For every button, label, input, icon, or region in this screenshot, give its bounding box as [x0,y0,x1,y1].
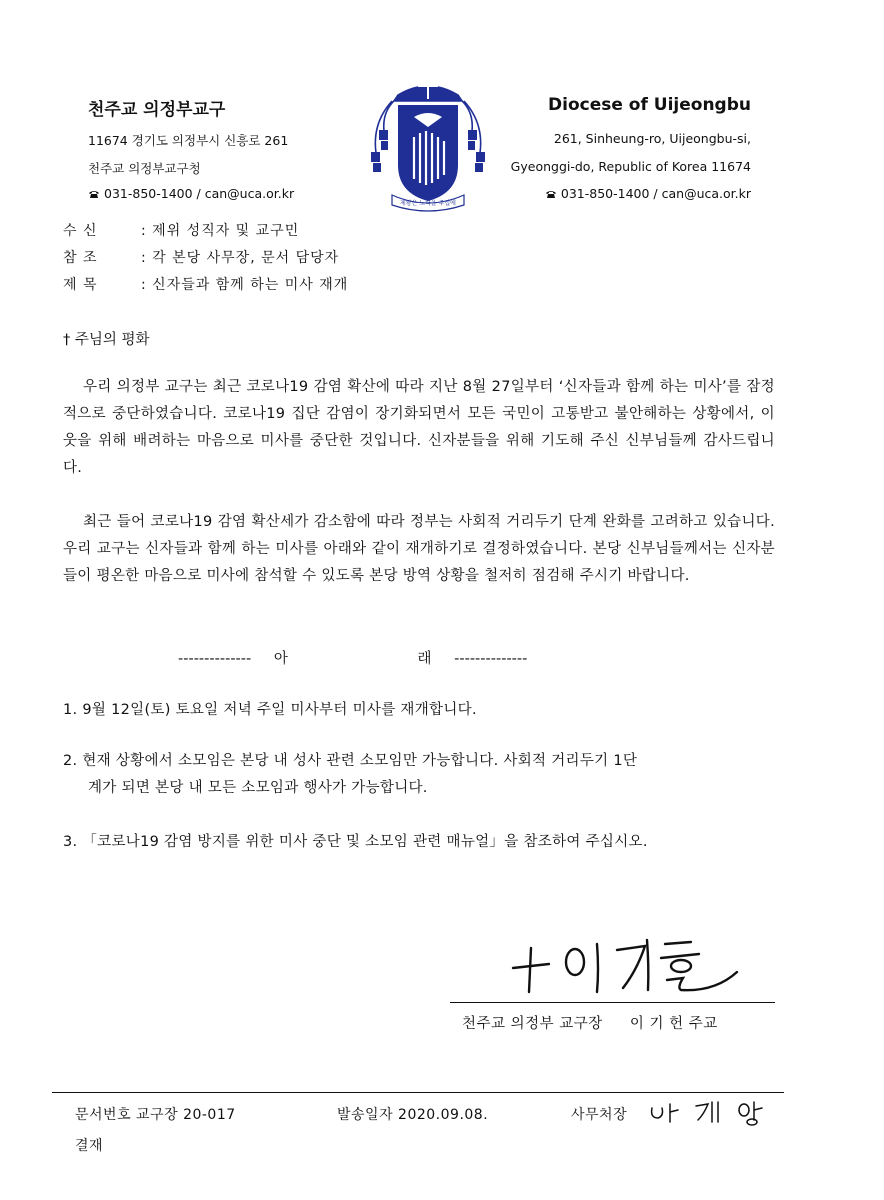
header-ko-contact: 031-850-1400 / can@uca.or.kr [104,186,295,201]
divider-dashes-right: -------------- [454,651,528,667]
list-item-line: 1. 9월 12일(토) 토요일 저녁 주일 미사부터 미사를 재개합니다. [63,702,477,718]
footer-doc-no: 문서번호 교구장 20-017 [75,1107,236,1123]
meta-ref-label: 참 조 [63,250,98,266]
footer-approval: 결재 [75,1138,104,1154]
meta-subject-label: 제 목 [63,277,98,293]
list-item-line: 3. 「코로나19 감염 방지를 위한 미사 중단 및 소모임 관련 매뉴얼」을 참조하여 주십시오. [63,834,648,850]
list-item [63,697,775,724]
footer-rule [52,1092,784,1093]
phone-icon [545,190,557,199]
list-item [63,748,775,802]
header-ko-contact-row [88,186,294,201]
list-item [63,829,775,856]
bishop-signature [505,930,745,998]
meta-subject-value: : 신자들과 함께 하는 미사 재개 [141,277,349,293]
footer-sent-date: 발송일자 2020.09.08. [337,1107,489,1123]
header-en-contact-row [545,186,751,201]
header-ko-office: 천주교 의정부교구청 [88,161,201,176]
divider-dashes-left: -------------- [178,651,252,667]
meta-ref [63,247,339,267]
header-ko-name: 천주교 의정부교구 [88,100,226,120]
phone-icon [88,190,100,199]
secretary-signature [648,1098,780,1126]
header-ko-address: 11674 경기도 의정부시 신흥로 261 [88,133,289,148]
header-en-name: Diocese of Uijeongbu [548,95,751,115]
paragraph-1: 우리 의정부 교구는 최근 코로나19 감염 확산에 따라 지난 8월 27일부터 ‘신자들과 함께 하는 미사’를 잠정적으로 중단하였습니다. 코로나19 집단 감염이 장기화되면서 모든 국민이 고통받고 불안해하는 상황에서, 이웃을 위해 배려하는 마음으로 미사를 중단한 것입니다. 신자분들을 위해 기도해 주신 신부님들께 감사드립니다. [63,379,775,476]
header-en-contact: 031-850-1400 / can@uca.or.kr [560,186,751,201]
list-item-line-continued: 계가 되면 본당 내 모든 소모임과 행사가 가능합니다. [88,780,428,796]
paragraph-2: 최근 들어 코로나19 감염 확산세가 감소함에 따라 정부는 사회적 거리두기 단계 완화를 고려하고 있습니다. 우리 교구는 신자들과 함께 하는 미사를 아래와 같이 재개하기로 결정하였습니다. 본당 신부님들께서는 신자분들이 평온한 마음으로 미사에 참석할 수 있도록 본당 방역 상황을 철저히 점검해 주시기 바랍니다. [63,514,775,584]
divider-left-char: 아 [273,651,288,667]
meta-to-value: : 제위 성직자 및 교구민 [141,223,300,239]
meta-to [63,220,299,240]
divider-right-char: 래 [417,651,432,667]
signature-title: 천주교 의정부 교구장 [462,1016,603,1032]
greeting: † 주님의 평화 [63,332,150,348]
meta-ref-value: : 각 본당 사무장, 문서 담당자 [141,250,340,266]
signature-block [462,1012,718,1033]
diocese-seal-icon [368,75,488,215]
section-divider [178,647,668,668]
footer-secretary-label: 사무처장 [571,1107,628,1123]
list-item-line: 2. 현재 상황에서 소모임은 본당 내 성사 관련 소모임만 가능합니다. 사회적 거리두기 1단 [63,753,638,769]
header-en-address2: Gyeonggi-do, Republic of Korea 11674 [510,159,751,174]
signature-line [450,1002,775,1003]
signature-name: 이 기 헌 주교 [629,1016,718,1032]
seal-motto: 제왕은 노력을 주십에 [400,200,456,207]
meta-subject [63,274,348,294]
meta-to-label: 수 신 [63,223,98,239]
header-en-address1: 261, Sinheung-ro, Uijeongbu-si, [553,131,751,146]
